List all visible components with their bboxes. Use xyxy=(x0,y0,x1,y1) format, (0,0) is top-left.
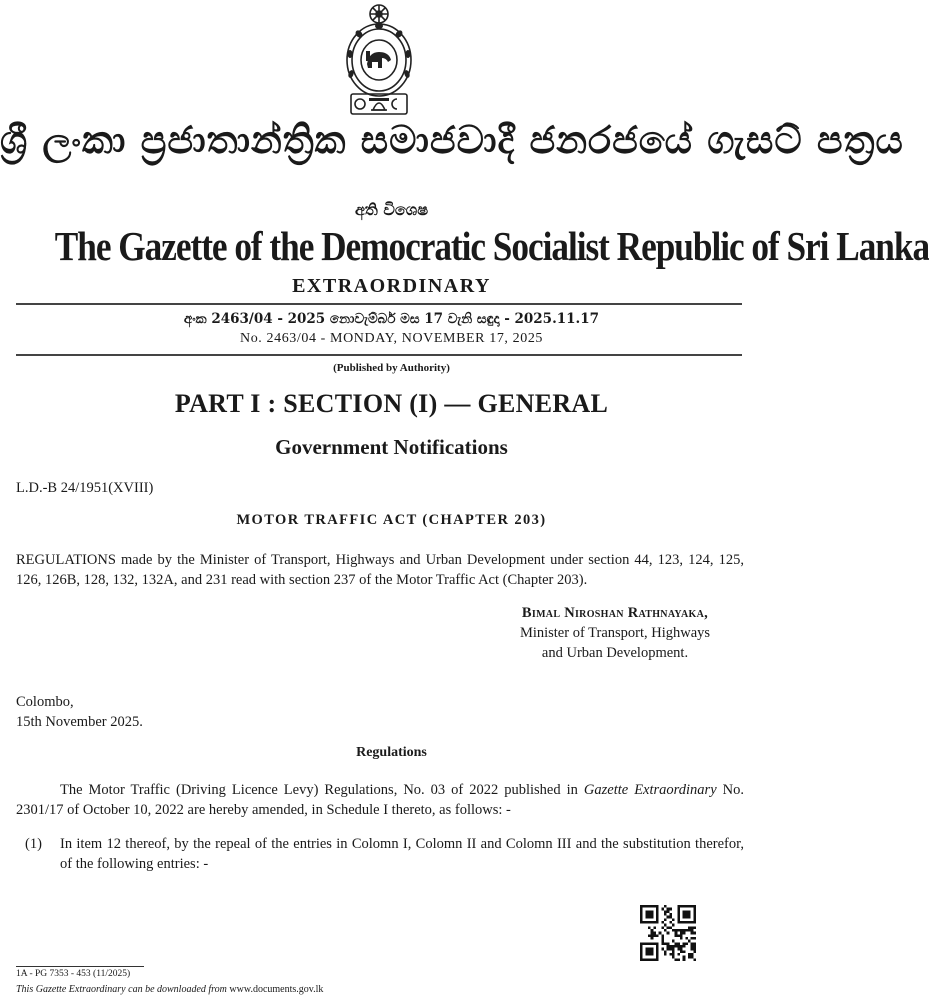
amendment-paragraph xyxy=(16,780,744,820)
regulations-preamble: REGULATIONS made by the Minister of Transport, Highways and Urban Development under section 44, 123, 124, 125, 126, 126B, 128, 132, 132A, and 231 read with section 237 of the Motor Traffic Act (Chapter 203). xyxy=(16,552,744,588)
sinhala-extraordinary-label: අති විශෙෂ xyxy=(354,200,429,219)
header-divider-top xyxy=(16,303,742,305)
issue-line-english: No. 2463/04 - MONDAY, NOVEMBER 17, 2025 xyxy=(239,331,544,346)
national-emblem-icon xyxy=(337,2,421,122)
signature-block xyxy=(470,603,760,663)
extraordinary-label: EXTRAORDINARY xyxy=(292,275,491,297)
gazette-english-title: The Gazette of the Democratic Socialist Republic of Sri Lanka xyxy=(54,223,929,269)
minister-title-line-2: and Urban Development. xyxy=(541,645,689,661)
footer-divider xyxy=(16,966,144,967)
minister-title-line-1: Minister of Transport, Highways xyxy=(519,625,711,641)
published-by-authority: (Published by Authority) xyxy=(333,362,450,374)
download-note xyxy=(16,984,323,995)
paragraph-text-start: The Motor Traffic (Driving Licence Levy) Regulations, No. 03 of 2022 published in xyxy=(60,782,584,798)
issue-line-sinhala: අංක 2463/04 - 2025 නොවැම්බර් මස 17 වැනි සඳුදා - 2025.11.17 xyxy=(183,311,600,327)
minister-name: Bimal Niroshan Rathnayaka, xyxy=(521,605,709,621)
qr-code-icon[interactable] xyxy=(640,905,696,961)
section-heading: Government Notifications xyxy=(275,435,508,459)
act-title: MOTOR TRAFFIC ACT (CHAPTER 203) xyxy=(236,512,547,528)
item-text: In item 12 thereof, by the repeal of the entries in Colomn I, Colomn II and Colomn III and the substitution therefor, of the following entries: - xyxy=(60,836,744,872)
header-divider-bottom xyxy=(16,354,742,356)
place: Colombo, xyxy=(16,694,74,710)
gazette-sinhala-title: ශ්‍රී ලංකා ප්‍රජාතාන්ත්‍රික සමාජවාදී ජනරජයේ ගැසට් පත්‍රය xyxy=(0,118,904,162)
date: 15th November 2025. xyxy=(16,714,143,730)
place-and-date xyxy=(16,692,143,732)
regulations-heading: Regulations xyxy=(356,745,427,760)
download-url-link[interactable]: www.documents.gov.lk xyxy=(229,984,324,995)
paragraph-text-end: No. 2301/17 of October 10, 2022 are hereby amended, in Schedule I thereto, as follows: - xyxy=(16,782,744,818)
legal-draftsman-reference: L.D.-B 24/1951(XVIII) xyxy=(16,480,154,496)
download-note-text: This Gazette Extraordinary can be downloaded from xyxy=(16,984,227,995)
print-code: 1A - PG 7353 - 453 (11/2025) xyxy=(16,969,131,979)
item-number: (1) xyxy=(25,836,42,852)
gazette-extraordinary-italic: Gazette Extraordinary xyxy=(583,782,717,798)
part-section-heading: PART I : SECTION (I) — GENERAL xyxy=(174,389,609,418)
